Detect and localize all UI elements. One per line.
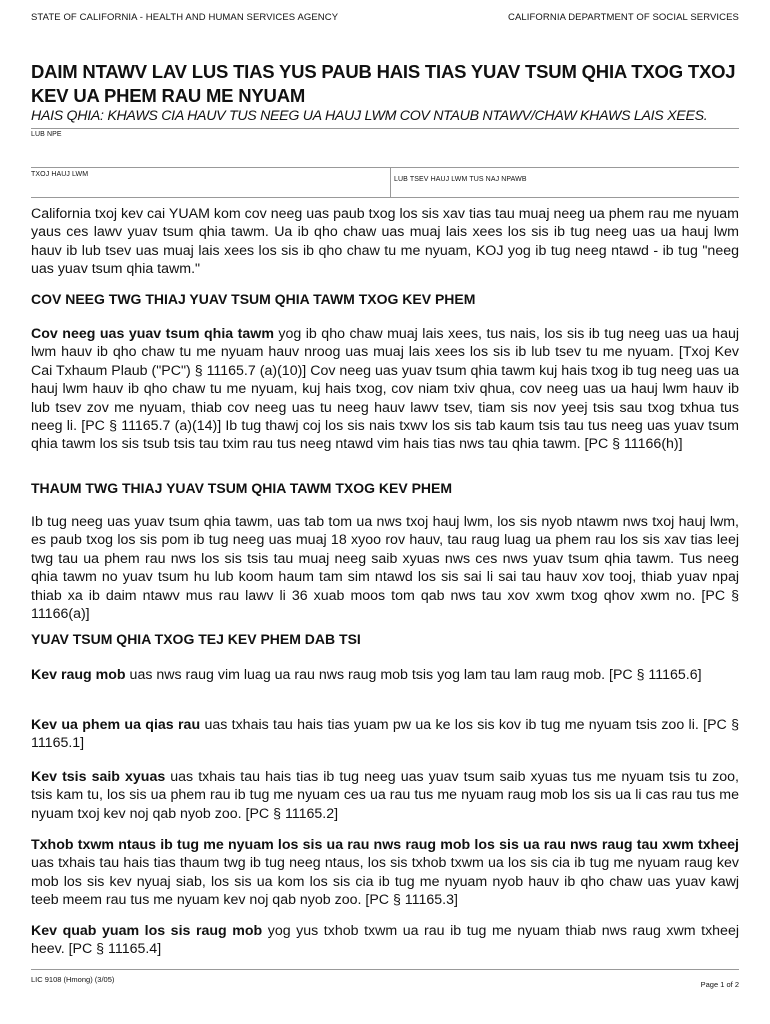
form-subtitle: HAIS QHIA: KHAWS CIA HAUV TUS NEEG UA HAUJ LWM COV NTAUB NTAWV/CHAW KHAWS LAIS XEES. [31,108,708,124]
field-separator [390,167,391,197]
divider [31,128,739,129]
lead-term: Kev tsis saib xyuas [31,769,166,785]
paragraph-text: yog yus txhob txwm ua rau ib tug me nyuam thiab nws raug xwm txheej heev. [PC § 11165.4] [31,923,739,958]
divider [31,197,739,198]
lead-term: Kev quab yuam los sis raug mob [31,923,263,939]
section-paragraph [31,325,739,454]
position-field-label: TXOJ HAUJ LWM [31,171,89,178]
footer-divider [31,969,739,970]
lead-term: Kev raug mob [31,667,126,683]
facility-number-field-label: LUB TSEV HAUJ LWM TUS NAJ NPAWB [394,176,527,183]
definition-item [31,922,739,959]
intro-paragraph: California txoj kev cai YUAM kom cov neeg uas paub txog los sis xav tias tau muaj neeg ua phem rau me nyuam yaus ces lawv yuav tsum qhia tawm. Ua ib qho chaw uas muaj lais xees los sis ib tug neeg uas ua hauj lwm hauv ib lub tsev uas muaj lais xees los sis ib qho chaw tu me nyuam, KOJ yog ib tug neeg ntawd - ib tug "neeg uas yuav tsum qhia tawm." [31,206,739,278]
name-field-label: LUB NPE [31,131,62,138]
definition-item [31,768,739,823]
definition-item [31,836,739,910]
lead-term: Kev ua phem ua qias rau [31,717,201,733]
section-heading: COV NEEG TWG THIAJ YUAV TSUM QHIA TAWM TXOG KEV PHEM [31,291,476,307]
section-heading: THAUM TWG THIAJ YUAV TSUM QHIA TAWM TXOG KEV PHEM [31,480,453,496]
page-header [31,12,739,23]
form-number: LIC 9108 (Hmong) (3/05) [31,975,115,984]
section-paragraph: Ib tug neeg uas yuav tsum qhia tawm, uas tab tom ua nws txoj hauj lwm, los sis nyob ntawm nws txoj hauj lwm, es paub txog los sis pom ib tug neeg uas muaj 18 xyoo rov hauv, tau raug luag ua phem rau los sis xav tias leej twg tau ua phem rau nws los sis tsis tau muaj neeg saib xyuas nws ces nws yuav tsum qhia tawm. Tus neeg qhia tawm no yuav tsum hu lub koom haum tam sim ntawd los sis sai li sai tau hauv xov tooj, thiab yuav npaj thiab xa ib daim ntawv mus rau lawv li 36 xuab moos tom qab nws tau xov xwm txog qhov xwm no. [PC § 11166(a)] [31,514,739,623]
paragraph-text: uas txhais tau hais tias thaum twg ib tug neeg ntaus, los sis txhob txwm ua los sis cia ib tug me nyuam raug kev mob los sis kev nyuaj siab, los sis ua kom los sis cia ib tug me nyuam nyob hauv ib qho chaw uas yuav kawj teeb meem rau tus me nyuam kev noj qab nyob zoo. [PC § 11165.3] [31,855,739,909]
department-name: CALIFORNIA DEPARTMENT OF SOCIAL SERVICES [508,12,739,23]
paragraph-text: uas nws raug vim luag ua rau nws raug mob tsis yog lam tau lam raug mob. [PC § 11165.6] [125,667,702,683]
section-heading: YUAV TSUM QHIA TXOG TEJ KEV PHEM DAB TSI [31,631,361,647]
definition-item [31,666,739,684]
paragraph-text: uas txhais tau hais tias yuam pw ua ke los sis kov ib tug me nyuam tsis zoo li. [PC § 11165.1] [31,717,739,752]
agency-name: STATE OF CALIFORNIA - HEALTH AND HUMAN SERVICES AGENCY [31,12,339,23]
paragraph-text: yog ib qho chaw muaj lais xees, tus nais, los sis ib tug neeg uas ua hauj lwm hauv ib qho chaw tu me nyuam hauv nroog uas muaj lais xees los sis ib lub tsev tu me nyuam. [Txoj Kev Cai Txhaum Plaub ("PC") § 11165.7 (a)(10)] Cov neeg uas yuav tsum qhia tawm kuj hais txog ib tug neeg uas ua hauj lwm hauv ib qho chaw tu me nyuam, kuj hais txog, cov niam txiv qhua, cov neeg uas ua hauj lwm hauv ib lub tsev zov me nyuam, thiab cov neeg uas tu neeg hauv lawv tsev, tiam sis nov yeej tsis sau txog txhua tus neeg li. [PC § 11165.7 (a)(14)] Ib tug thawj coj los sis nais txwv los sis tab kaum tsis tau tus neeg uas yuav tsum qhia tawm los sis tsub tsis tau txim rau tus neeg ntawd vim hais tias nws tau qhia tawm. [PC § 11166(h)] [31,326,739,453]
form-title: DAIM NTAWV LAV LUS TIAS YUS PAUB HAIS TIAS YUAV TSUM QHIA TXOG TXOJ KEV UA PHEM RAU ME NYUAM [31,61,736,106]
definition-item [31,716,739,753]
lead-term: Txhob txwm ntaus ib tug me nyuam los sis ua rau nws raug mob los sis ua rau nws raug tau xwm txheej [31,837,739,853]
page-number: Page 1 of 2 [700,980,739,989]
lead-term: Cov neeg uas yuav tsum qhia tawm [31,326,274,342]
paragraph-text: uas txhais tau hais tias ib tug neeg uas yuav tsum saib xyuas tus me nyuam tsis tu zoo, tsis kam tu, los sis ua phem rau ib tug me nyuam ces ua rau tus me nyuam raug mob los sis ua li cas rau tus me nyuam txoj kev noj qab nyob zoo. [PC § 11165.2] [31,769,739,822]
divider [31,167,739,168]
